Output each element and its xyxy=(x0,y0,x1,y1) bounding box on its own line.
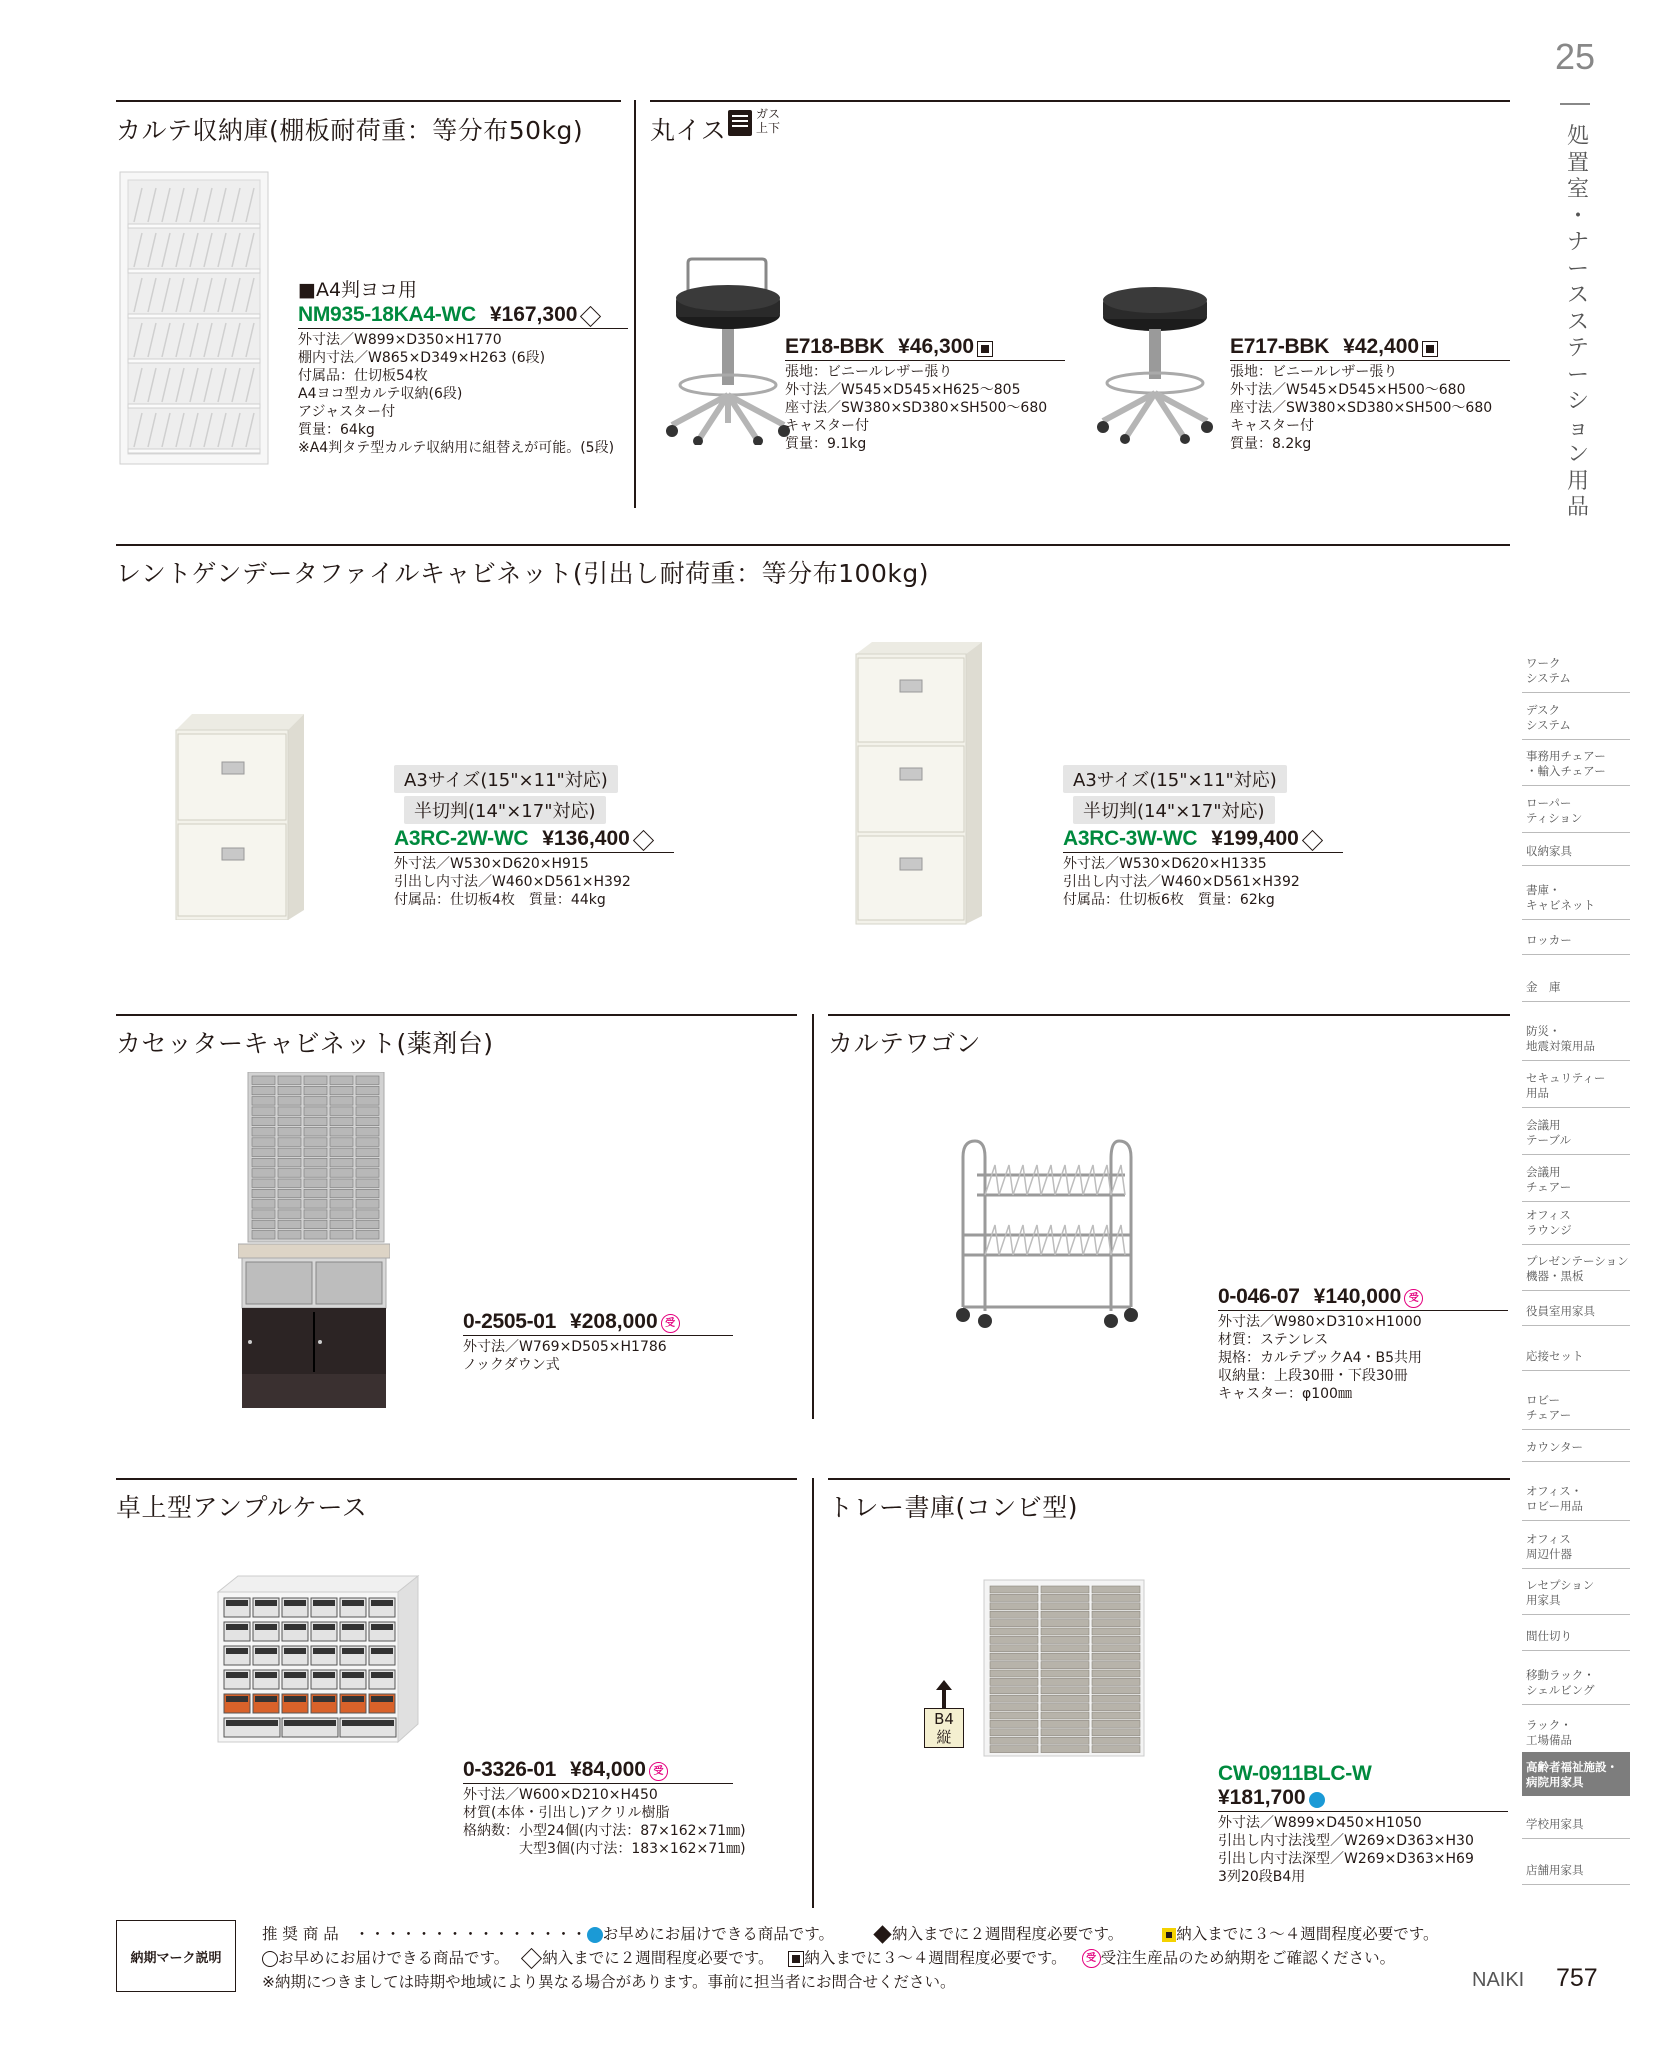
spec-line: 座寸法／SW380×SD380×SH500～680 xyxy=(785,400,1048,416)
spec-line: 外寸法／W899×D350×H1770 xyxy=(298,332,502,348)
section-divider xyxy=(812,1014,814,1419)
delivery-3-4weeks-yellow-square-icon xyxy=(1162,1928,1176,1942)
legend-text: 受注生産品のため納期をご確認ください。 xyxy=(1100,1949,1396,1967)
spec-line: キャスター付 xyxy=(1230,418,1314,434)
chapter-title-char: テ xyxy=(1566,336,1589,361)
spec-line: 引出し内寸法／W460×D561×H392 xyxy=(1063,874,1300,890)
karte-wagon-image xyxy=(955,1135,1145,1330)
spec-line: 付属品：仕切板4枚 質量：44kg xyxy=(394,892,606,908)
sidebar-item[interactable]: ロッカー xyxy=(1522,925,1630,955)
product-price: ¥208,000 xyxy=(570,1310,658,1333)
section-title-ampoule: 卓上型アンプルケース xyxy=(116,1493,368,1522)
ampoule-case-image xyxy=(212,1574,424,1744)
product-price: ¥167,300 xyxy=(489,303,578,326)
karte-wagon-info xyxy=(1218,1285,1508,1403)
stool-e717-image xyxy=(1095,285,1215,445)
ampoule-case-info xyxy=(463,1758,746,1858)
legend-text: 納入までに２週間程度必要です。 xyxy=(542,1949,774,1967)
chapter-title-char: ス xyxy=(1566,309,1589,335)
spec-line: 外寸法／W530×D620×H915 xyxy=(394,856,589,872)
delivery-3-4weeks-square-icon xyxy=(788,1951,804,1967)
sidebar-item[interactable]: 会議用 テーブル xyxy=(1522,1110,1630,1155)
cassetter-cabinet-image xyxy=(238,1072,390,1412)
spec-line: 引出し内寸法深型／W269×D363×H69 xyxy=(1218,1851,1474,1867)
section-rule xyxy=(116,544,1510,546)
delivery-legend-row1 xyxy=(262,1922,1438,1944)
spec-line: 大型3個(内寸法：183×162×71㎜) xyxy=(463,1841,746,1857)
product-code: 0-046-07 xyxy=(1218,1285,1300,1308)
section-title-xray: レントゲンデータファイルキャビネット(引出し耐荷重：等分布100kg) xyxy=(116,559,929,588)
delivery-2weeks-open-diamond-icon xyxy=(633,830,654,851)
sidebar-item[interactable]: 防災・ 地震対策用品 xyxy=(1522,1016,1630,1061)
spec-line: 棚内寸法／W865×D349×H263 (6段) xyxy=(298,350,546,366)
delivery-legend-label: 納期マーク説明 xyxy=(130,1950,222,1966)
product-specs xyxy=(298,331,628,457)
spec-line: 規格：カルテブックA4・B5共用 xyxy=(1218,1350,1423,1366)
spec-line: 材質：ステンレス xyxy=(1218,1332,1329,1348)
sidebar-item[interactable]: 会議用 チェアー xyxy=(1522,1157,1630,1202)
section-title-tray: トレー書庫(コンビ型) xyxy=(828,1493,1079,1522)
spec-line: 張地：ビニールレザー張り xyxy=(1230,364,1398,380)
product-code: NM935-18KA4-WC xyxy=(298,303,476,326)
quick-delivery-blue-dot-icon xyxy=(1309,1792,1325,1808)
sidebar-item[interactable]: オフィス ラウンジ xyxy=(1522,1200,1630,1245)
product-code: 0-2505-01 xyxy=(463,1310,557,1333)
product-price: ¥140,000 xyxy=(1313,1285,1402,1308)
chapter-title-char: ョ xyxy=(1566,415,1589,441)
section-rule xyxy=(116,100,621,102)
legend-text: お早めにお届けできる商品です。 xyxy=(602,1925,835,1943)
made-to-order-uke-icon: 受 xyxy=(1082,1949,1101,1968)
product-price: ¥42,400 xyxy=(1343,335,1420,358)
sidebar-item[interactable]: プレゼンテーション 機器・黒板 xyxy=(1522,1246,1630,1291)
spec-line: アジャスター付 xyxy=(298,404,396,420)
b4-portrait-marker xyxy=(924,1680,964,1748)
chapter-title-char: 置 xyxy=(1566,150,1589,176)
sidebar-item[interactable]: 書庫・ キャビネット xyxy=(1522,875,1630,920)
size-pill-hansetsu: 半切判(14"×17"対応) xyxy=(1073,796,1275,824)
sidebar-item[interactable]: ローパー ティション xyxy=(1522,788,1630,833)
spec-line: 引出し内寸法／W460×D561×H392 xyxy=(394,874,631,890)
spec-line: キャスター付 xyxy=(785,418,869,434)
section-divider xyxy=(812,1478,814,1908)
spec-line: 付属品：仕切板6枚 質量：62kg xyxy=(1063,892,1275,908)
product-price: ¥46,300 xyxy=(898,335,975,358)
product-specs xyxy=(463,1786,746,1858)
gas-lift-label: ガス 上下 xyxy=(756,107,781,135)
page-number: 757 xyxy=(1556,1964,1598,1992)
cabinet-3drawer-image xyxy=(852,640,988,925)
section-title-cassetter: カセッターキャビネット(薬剤台) xyxy=(116,1029,494,1058)
sidebar-item[interactable]: 金 庫 xyxy=(1522,972,1630,1002)
sidebar-item[interactable]: オフィス・ ロビー用品 xyxy=(1522,1476,1630,1521)
delivery-2weeks-open-diamond-icon xyxy=(580,306,601,327)
sidebar-item[interactable]: 収納家具 xyxy=(1522,836,1630,866)
tray-cabinet-image xyxy=(982,1578,1148,1758)
cassetter-cabinet-info xyxy=(463,1310,733,1374)
chapter-title-char: ナ xyxy=(1566,230,1589,255)
sidebar-item[interactable]: 高齢者福祉施設・ 病院用家具 xyxy=(1522,1752,1630,1796)
spec-line: 外寸法／W980×D310×H1000 xyxy=(1218,1314,1422,1330)
spec-line: 外寸法／W530×D620×H1335 xyxy=(1063,856,1267,872)
sidebar-item[interactable]: デスク システム xyxy=(1522,695,1630,740)
sidebar-item[interactable]: 間仕切り xyxy=(1522,1621,1630,1651)
product-price: ¥84,000 xyxy=(570,1758,646,1781)
delivery-3-4weeks-square-icon xyxy=(977,341,993,357)
spec-line: 付属品：仕切板54枚 xyxy=(298,368,428,384)
gas-lift-icon xyxy=(727,109,753,137)
legend-text: 納入までに３～４週間程度必要です。 xyxy=(804,1949,1067,1967)
delivery-legend-row2 xyxy=(262,1946,1395,1968)
sidebar-item[interactable]: 応接セット xyxy=(1522,1341,1630,1371)
spec-line: 外寸法／W600×D210×H450 xyxy=(463,1787,658,1803)
delivery-2weeks-open-diamond-icon xyxy=(1302,830,1323,851)
product-specs xyxy=(1230,363,1510,453)
spec-line: 張地：ビニールレザー張り xyxy=(785,364,953,380)
brand-name: NAIKI xyxy=(1472,1969,1525,1991)
product-code: A3RC-3W-WC xyxy=(1063,827,1198,850)
karte-storage-image xyxy=(118,170,270,466)
product-price: ¥181,700 xyxy=(1218,1786,1306,1809)
spec-line: A4ヨコ型カルテ収納(6段) xyxy=(298,386,463,402)
product-specs xyxy=(785,363,1065,453)
chapter-title-char: ン xyxy=(1566,442,1589,467)
chapter-title-char: 用 xyxy=(1566,468,1589,494)
chapter-title-char: 品 xyxy=(1566,495,1589,520)
delivery-2weeks-open-diamond-icon xyxy=(521,1948,542,1969)
sidebar-item[interactable]: 店舗用家具 xyxy=(1522,1855,1630,1885)
product-price: ¥136,400 xyxy=(542,827,630,850)
b4-label: B4 縦 xyxy=(924,1708,964,1748)
spec-line: キャスター：φ100㎜ xyxy=(1218,1386,1352,1402)
spec-line: 質量：9.1kg xyxy=(785,436,867,452)
sidebar-item[interactable]: レセプション 用家具 xyxy=(1522,1570,1630,1615)
sidebar-item[interactable]: オフィス 周辺什器 xyxy=(1522,1524,1630,1569)
section-title-karte-storage: カルテ収納庫(棚板耐荷重：等分布50kg) xyxy=(116,116,584,145)
section-rule xyxy=(116,1478,797,1480)
legend-text: 納入までに３～４週間程度必要です。 xyxy=(1176,1925,1439,1943)
chapter-title-char: ・ xyxy=(1566,203,1589,229)
delivery-3-4weeks-square-icon xyxy=(1422,341,1438,357)
spec-line: 外寸法／W769×D505×H1786 xyxy=(463,1339,667,1355)
spec-line: 収納量：上段30冊・下段30冊 xyxy=(1218,1368,1408,1384)
chapter-title-char: ー xyxy=(1566,362,1589,388)
spec-line: 外寸法／W545×D545×H500～680 xyxy=(1230,382,1466,398)
section-rule xyxy=(116,1014,797,1016)
product-code: E717-BBK xyxy=(1230,335,1330,358)
spec-line: 格納数：小型24個(内寸法：87×162×71㎜) xyxy=(463,1823,746,1839)
made-to-order-uke-icon: 受 xyxy=(661,1314,680,1333)
sidebar-item[interactable]: 事務用チェアー ・輸入チェアー xyxy=(1522,741,1630,786)
sidebar-item[interactable]: ワーク システム xyxy=(1522,648,1630,693)
spec-line: 質量：8.2kg xyxy=(1230,436,1312,452)
sidebar-item[interactable]: 学校用家具 xyxy=(1522,1809,1630,1839)
tray-cabinet-info xyxy=(1218,1762,1508,1886)
chapter-number-underline xyxy=(1560,103,1590,105)
chapter-title-char: 室 xyxy=(1566,177,1589,202)
gas-lift-badge xyxy=(727,109,787,139)
chapter-title-vertical xyxy=(1564,124,1592,522)
section-rule xyxy=(650,100,1510,102)
karte-storage-subtitle: ■A4判ヨコ用 xyxy=(298,279,418,301)
legend-text: 納入までに２週間程度必要です。 xyxy=(892,1925,1124,1943)
stool-e717-info xyxy=(1230,335,1510,453)
spec-line: 引出し内寸法浅型／W269×D363×H30 xyxy=(1218,1833,1474,1849)
spec-line: 材質(本体・引出し)アクリル樹脂 xyxy=(463,1805,670,1821)
delivery-legend-note: ※納期につきましては時期や地域により異なる場合があります。事前に担当者にお問合せください。 xyxy=(262,1973,956,1991)
product-specs xyxy=(463,1338,733,1374)
quick-delivery-open-circle-icon xyxy=(262,1951,278,1967)
section-divider xyxy=(634,100,636,508)
product-specs xyxy=(394,855,674,909)
cabinet-2drawer-info xyxy=(394,765,674,909)
chapter-title-char: ー xyxy=(1566,256,1589,282)
legend-text: お早めにお届けできる商品です。 xyxy=(278,1949,510,1967)
sidebar-item[interactable]: 役員室用家具 xyxy=(1522,1296,1630,1326)
product-code: 0-3326-01 xyxy=(463,1758,557,1781)
spec-line: 座寸法／SW380×SD380×SH500～680 xyxy=(1230,400,1493,416)
chapter-title-char: 処 xyxy=(1566,124,1589,149)
sidebar-item[interactable]: セキュリティー 用品 xyxy=(1522,1063,1630,1108)
stool-e718-info xyxy=(785,335,1065,453)
product-code: CW-0911BLC-W xyxy=(1218,1762,1372,1785)
section-rule xyxy=(828,1014,1510,1016)
made-to-order-uke-icon: 受 xyxy=(649,1762,668,1781)
chapter-title-char: ス xyxy=(1566,283,1589,308)
size-pill-a3: A3サイズ(15"×11"対応) xyxy=(1063,765,1287,793)
stool-e718-image xyxy=(658,255,800,445)
product-specs xyxy=(1063,855,1343,909)
sidebar-item[interactable]: カウンター xyxy=(1522,1432,1630,1462)
size-pill-a3: A3サイズ(15"×11"対応) xyxy=(394,765,618,793)
delivery-2weeks-filled-diamond-icon xyxy=(873,1925,891,1943)
arrow-up-icon xyxy=(934,1680,954,1708)
sidebar-item[interactable]: 移動ラック・ シェルビング xyxy=(1522,1660,1630,1705)
quick-delivery-blue-dot-icon xyxy=(587,1927,603,1943)
legend-recommended-label: 推 奨 商 品 ・・・・・・・・・・・・・・・ xyxy=(262,1925,587,1943)
spec-line: 質量：64kg xyxy=(298,422,375,438)
size-pill-hansetsu: 半切判(14"×17"対応) xyxy=(404,796,606,824)
chapter-title-char: シ xyxy=(1566,389,1589,414)
made-to-order-uke-icon: 受 xyxy=(1404,1289,1423,1308)
chapter-number: 25 xyxy=(1555,36,1596,77)
spec-line: ※A4判タテ型カルテ収納用に組替えが可能。(5段) xyxy=(298,440,615,456)
product-code: E718-BBK xyxy=(785,335,885,358)
sidebar-item[interactable]: ロビー チェアー xyxy=(1522,1385,1630,1430)
spec-line: 外寸法／W545×D545×H625～805 xyxy=(785,382,1021,398)
spec-line: 3列20段B4用 xyxy=(1218,1869,1306,1885)
product-specs xyxy=(1218,1814,1508,1886)
section-title-wagon: カルテワゴン xyxy=(828,1029,982,1058)
cabinet-3drawer-info xyxy=(1063,765,1343,909)
section-rule xyxy=(828,1478,1510,1480)
sidebar-item[interactable]: ラック・ 工場備品 xyxy=(1522,1710,1630,1755)
product-code: A3RC-2W-WC xyxy=(394,827,529,850)
product-specs xyxy=(1218,1313,1508,1403)
product-price: ¥199,400 xyxy=(1211,827,1299,850)
section-title-stool: 丸イス xyxy=(650,116,727,145)
delivery-legend-box xyxy=(116,1920,236,1992)
spec-line: ノックダウン式 xyxy=(463,1357,560,1373)
karte-storage-info xyxy=(298,279,628,457)
cabinet-2drawer-image xyxy=(170,710,310,920)
spec-line: 外寸法／W899×D450×H1050 xyxy=(1218,1815,1422,1831)
